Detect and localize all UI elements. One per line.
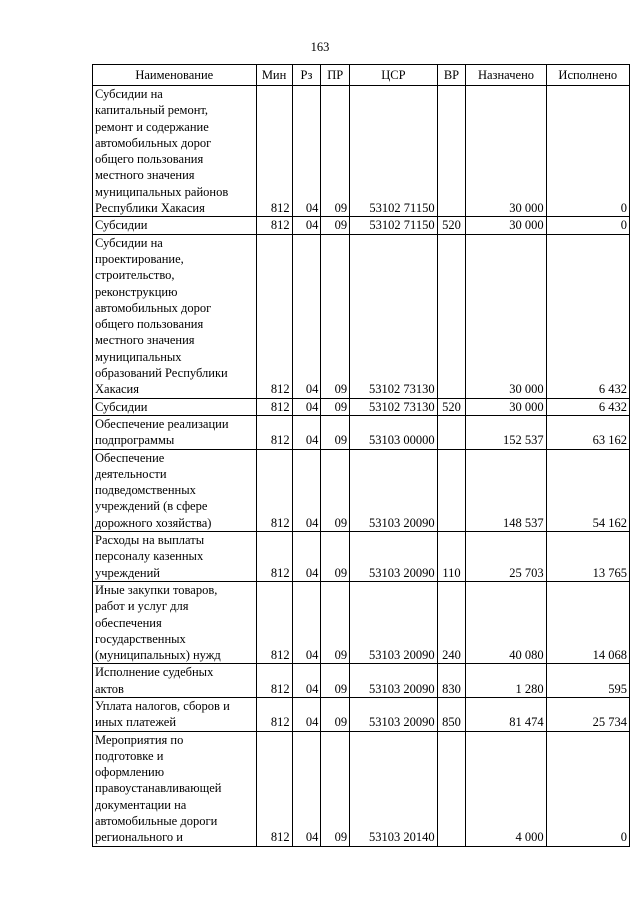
cell-executed: 13 765 (546, 532, 629, 582)
cell-assigned: 30 000 (466, 234, 546, 398)
cell-assigned: 40 080 (466, 581, 546, 663)
column-header-csr: ЦСР (350, 65, 437, 86)
table-row (93, 398, 630, 415)
column-header-vr: ВР (437, 65, 466, 86)
cell-min: 812 (256, 398, 292, 415)
cell-pr: 09 (321, 581, 350, 663)
table-row (93, 697, 630, 731)
cell-pr: 09 (321, 731, 350, 846)
cell-name: Субсидии на проектирование, строительство, реконструкцию автомобильных дорог общего пользования местного значения муниципальных образований Республики Хакасия (93, 234, 257, 398)
column-header-assigned: Назначено (466, 65, 546, 86)
column-header-executed: Исполнено (546, 65, 629, 86)
cell-pr: 09 (321, 532, 350, 582)
cell-vr (437, 731, 466, 846)
cell-rz: 04 (292, 217, 321, 234)
cell-rz: 04 (292, 664, 321, 698)
cell-name: Обеспечение деятельности подведомственных учреждений (в сфере дорожного хозяйства) (93, 449, 257, 531)
cell-min: 812 (256, 697, 292, 731)
cell-pr: 09 (321, 217, 350, 234)
table-row (93, 581, 630, 663)
column-header-pr: ПР (321, 65, 350, 86)
cell-rz: 04 (292, 234, 321, 398)
cell-vr (437, 234, 466, 398)
table-row (93, 234, 630, 398)
cell-name: Иные закупки товаров, работ и услуг для обеспечения государственных (муниципальных) нужд (93, 581, 257, 663)
cell-executed: 14 068 (546, 581, 629, 663)
cell-csr: 53102 71150 (350, 217, 437, 234)
cell-vr: 110 (437, 532, 466, 582)
cell-csr: 53103 20140 (350, 731, 437, 846)
cell-assigned: 152 537 (466, 415, 546, 449)
cell-csr: 53102 73130 (350, 398, 437, 415)
cell-assigned: 4 000 (466, 731, 546, 846)
cell-executed: 0 (546, 86, 629, 217)
cell-executed: 595 (546, 664, 629, 698)
cell-name: Уплата налогов, сборов и иных платежей (93, 697, 257, 731)
cell-assigned: 30 000 (466, 217, 546, 234)
cell-pr: 09 (321, 234, 350, 398)
cell-pr: 09 (321, 86, 350, 217)
cell-vr: 520 (437, 217, 466, 234)
cell-rz: 04 (292, 731, 321, 846)
cell-name: Мероприятия по подготовке и оформлению правоустанавливающей документации на автомобильные дороги регионального и (93, 731, 257, 846)
cell-vr: 850 (437, 697, 466, 731)
cell-csr: 53102 73130 (350, 234, 437, 398)
table-row (93, 86, 630, 217)
column-header-rz: Рз (292, 65, 321, 86)
column-header-name: Наименование (93, 65, 257, 86)
cell-executed: 0 (546, 217, 629, 234)
cell-assigned: 30 000 (466, 398, 546, 415)
cell-min: 812 (256, 731, 292, 846)
cell-executed: 6 432 (546, 398, 629, 415)
table-row (93, 532, 630, 582)
cell-min: 812 (256, 86, 292, 217)
cell-min: 812 (256, 415, 292, 449)
cell-pr: 09 (321, 398, 350, 415)
cell-vr (437, 449, 466, 531)
column-header-min: Мин (256, 65, 292, 86)
cell-vr (437, 86, 466, 217)
cell-name: Расходы на выплаты персоналу казенных учреждений (93, 532, 257, 582)
cell-assigned: 25 703 (466, 532, 546, 582)
cell-assigned: 1 280 (466, 664, 546, 698)
table-row (93, 449, 630, 531)
cell-pr: 09 (321, 415, 350, 449)
cell-vr: 520 (437, 398, 466, 415)
cell-name: Субсидии (93, 217, 257, 234)
cell-assigned: 81 474 (466, 697, 546, 731)
cell-executed: 0 (546, 731, 629, 846)
cell-pr: 09 (321, 697, 350, 731)
cell-csr: 53103 20090 (350, 697, 437, 731)
cell-assigned: 148 537 (466, 449, 546, 531)
cell-min: 812 (256, 449, 292, 531)
cell-vr: 830 (437, 664, 466, 698)
cell-csr: 53103 20090 (350, 532, 437, 582)
cell-rz: 04 (292, 86, 321, 217)
cell-csr: 53102 71150 (350, 86, 437, 217)
cell-executed: 63 162 (546, 415, 629, 449)
table-row (93, 664, 630, 698)
cell-csr: 53103 20090 (350, 581, 437, 663)
budget-table (92, 64, 630, 847)
table-row (93, 217, 630, 234)
cell-csr: 53103 00000 (350, 415, 437, 449)
cell-min: 812 (256, 581, 292, 663)
cell-min: 812 (256, 217, 292, 234)
table-row (93, 731, 630, 846)
cell-executed: 54 162 (546, 449, 629, 531)
cell-name: Обеспечение реализации подпрограммы (93, 415, 257, 449)
cell-csr: 53103 20090 (350, 449, 437, 531)
cell-min: 812 (256, 532, 292, 582)
cell-rz: 04 (292, 449, 321, 531)
cell-executed: 25 734 (546, 697, 629, 731)
cell-rz: 04 (292, 697, 321, 731)
cell-name: Субсидии на капитальный ремонт, ремонт и содержание автомобильных дорог общего пользования местного значения муниципальных районов Республики Хакасия (93, 86, 257, 217)
cell-csr: 53103 20090 (350, 664, 437, 698)
cell-vr: 240 (437, 581, 466, 663)
cell-rz: 04 (292, 532, 321, 582)
cell-executed: 6 432 (546, 234, 629, 398)
table-header-row (93, 65, 630, 86)
cell-name: Исполнение судебных актов (93, 664, 257, 698)
table-row (93, 415, 630, 449)
cell-rz: 04 (292, 415, 321, 449)
cell-rz: 04 (292, 398, 321, 415)
cell-assigned: 30 000 (466, 86, 546, 217)
cell-pr: 09 (321, 664, 350, 698)
page-number: 163 (310, 40, 330, 54)
cell-vr (437, 415, 466, 449)
cell-min: 812 (256, 664, 292, 698)
cell-name: Субсидии (93, 398, 257, 415)
cell-pr: 09 (321, 449, 350, 531)
cell-min: 812 (256, 234, 292, 398)
cell-rz: 04 (292, 581, 321, 663)
